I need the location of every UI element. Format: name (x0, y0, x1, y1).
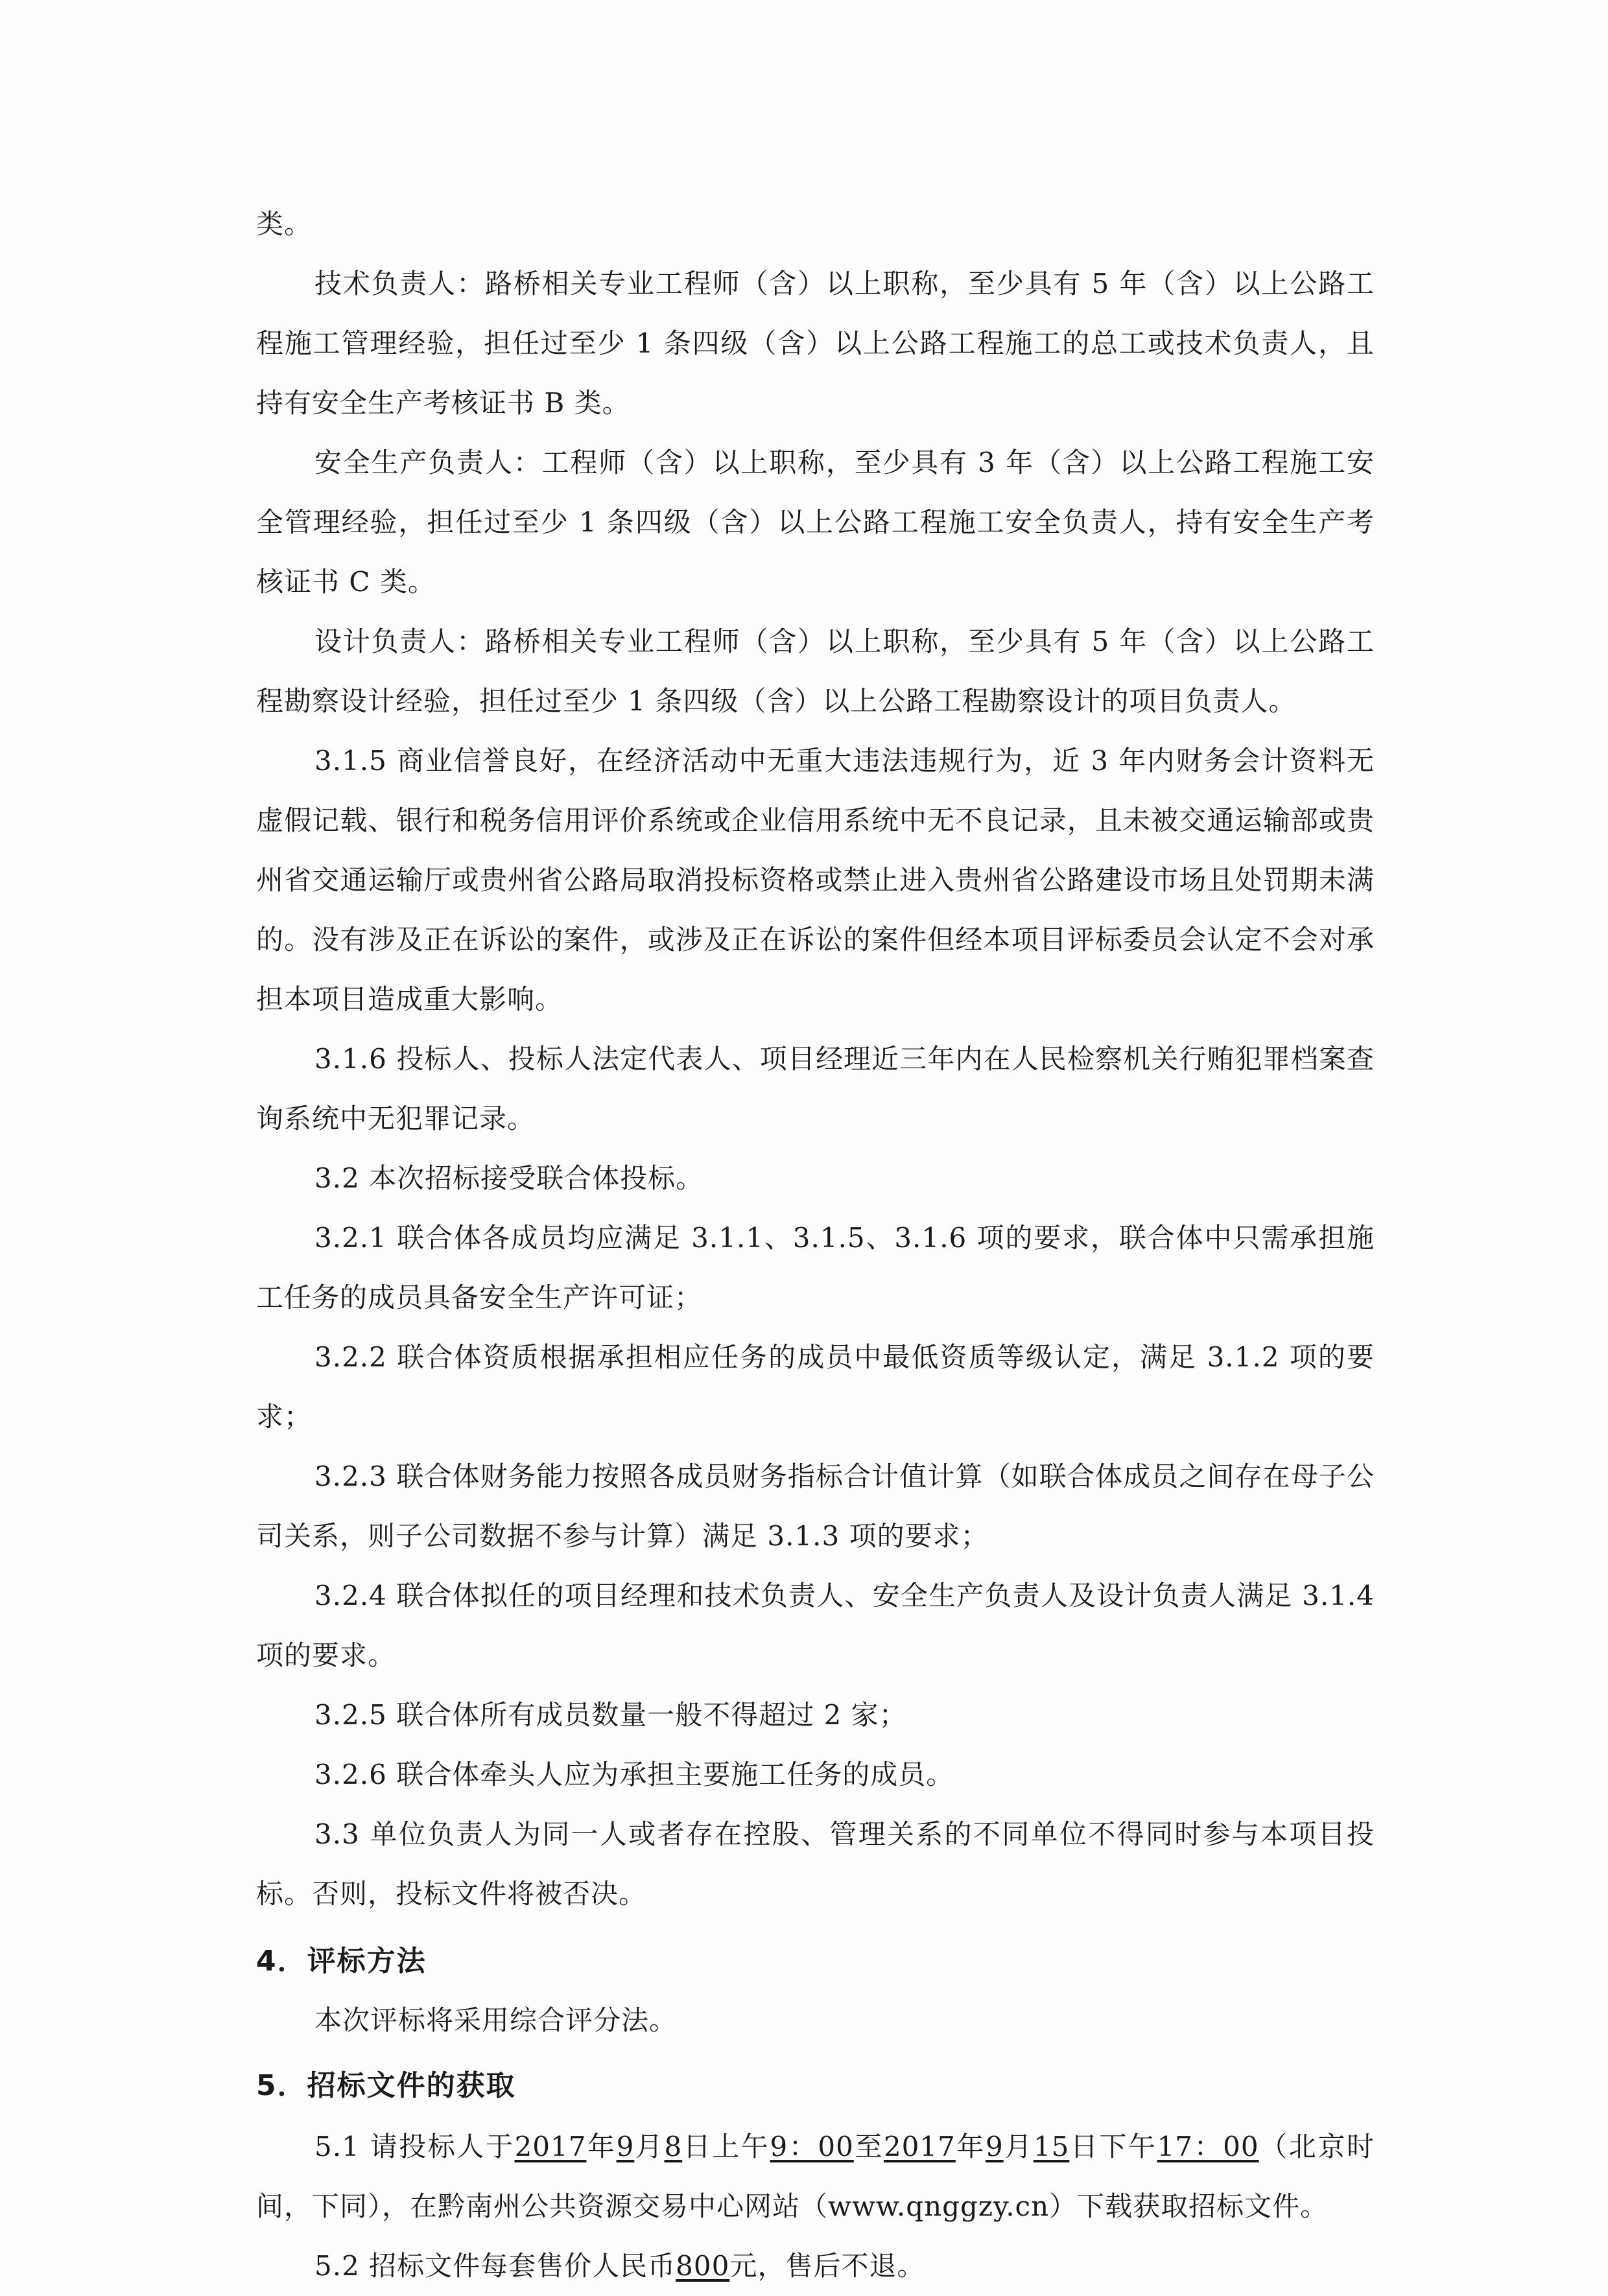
text-year-label-2: 年 (955, 2131, 986, 2162)
underlined-year-end: 2017 (883, 2131, 956, 2162)
paragraph-3-2-1: 3.2.1 联合体各成员均应满足 3.1.1、3.1.5、3.1.6 项的要求，联合体中只需承担施工任务的成员具备安全生产许可证； (256, 1222, 1375, 1313)
text-morning-label: 日上午 (682, 2131, 770, 2162)
paragraph-3-2-2: 3.2.2 联合体资质根据承担相应任务的成员中最低资质等级认定，满足 3.1.2 项的要求； (256, 1341, 1375, 1433)
paragraph-design-lead: 设计负责人：路桥相关专业工程师（含）以上职称，至少具有 5 年（含）以上公路工程勘察设计经验，担任过至少 1 条四级（含）以上公路工程勘察设计的项目负责人。 (256, 626, 1375, 717)
paragraph-3-2: 3.2 本次招标接受联合体投标。 (314, 1162, 704, 1194)
paragraph-5-1 (256, 2117, 1375, 2236)
underlined-month-start: 9 (616, 2131, 635, 2162)
underlined-month-end: 9 (985, 2131, 1004, 2162)
paragraph-3-2-3: 3.2.3 联合体财务能力按照各成员财务指标合计值计算（如联合体成员之间存在母子公司关系，则子公司数据不参与计算）满足 3.1.3 项的要求； (256, 1460, 1375, 1552)
paragraph-3-2-6: 3.2.6 联合体牵头人应为承担主要施工任务的成员。 (314, 1759, 954, 1790)
paragraph-evaluation-method: 本次评标将采用综合评分法。 (314, 2004, 678, 2036)
underlined-year-start: 2017 (514, 2131, 587, 2162)
paragraph-3-3: 3.3 单位负责人为同一人或者存在控股、管理关系的不同单位不得同时参与本项目投标。否则，投标文件将被否决。 (256, 1818, 1375, 1910)
text-5-2-prefix: 5.2 招标文件每套售价人民币 (314, 2250, 676, 2282)
underlined-day-end: 15 (1033, 2131, 1070, 2162)
text-5-1-prefix: 5.1 请投标人于 (314, 2131, 515, 2162)
section-heading-4: 4．评标方法 (256, 1945, 427, 1978)
underlined-time-start: 9：00 (770, 2131, 854, 2162)
paragraph-safety-lead: 安全生产负责人：工程师（含）以上职称，至少具有 3 年（含）以上公路工程施工安全管理经验，担任过至少 1 条四级（含）以上公路工程施工安全负责人，持有安全生产考核证书 C 类。 (256, 447, 1375, 598)
section-heading-5: 5．招标文件的获取 (256, 2069, 516, 2102)
underlined-price: 800 (676, 2250, 730, 2282)
text-month-label: 月 (634, 2131, 665, 2162)
underlined-day-start: 8 (664, 2131, 683, 2162)
text-year-label: 年 (586, 2131, 617, 2162)
text-month-label-2: 月 (1003, 2131, 1034, 2162)
paragraph-3-2-5: 3.2.5 联合体所有成员数量一般不得超过 2 家； (314, 1699, 907, 1731)
text-5-2-suffix: 元，售后不退。 (729, 2250, 925, 2282)
paragraph-5-2 (256, 2236, 1375, 2296)
paragraph-technical-lead: 技术负责人：路桥相关专业工程师（含）以上职称，至少具有 5 年（含）以上公路工程施工管理经验，担任过至少 1 条四级（含）以上公路工程施工的总工或技术负责人，且持有安全生产考核证书 B 类。 (256, 268, 1375, 419)
underlined-time-end: 17：00 (1157, 2131, 1259, 2162)
paragraph-3-1-6: 3.1.6 投标人、投标人法定代表人、项目经理近三年内在人民检察机关行贿犯罪档案查询系统中无犯罪记录。 (256, 1043, 1375, 1134)
text-5-1-suffix: （北京时间，下同），在黔南州公共资源交易中心网站（www.qnggzy.cn）下载获取招标文件。 (256, 2131, 1375, 2222)
text-to-label: 至 (853, 2131, 884, 2162)
paragraph-3-2-4: 3.2.4 联合体拟任的项目经理和技术负责人、安全生产负责人及设计负责人满足 3.1.4 项的要求。 (256, 1580, 1375, 1671)
paragraph-continuation: 类。 (256, 208, 313, 240)
text-afternoon-label: 日下午 (1069, 2131, 1157, 2162)
paragraph-3-1-5: 3.1.5 商业信誉良好，在经济活动中无重大违法违规行为，近 3 年内财务会计资料无虚假记载、银行和税务信用评价系统或企业信用系统中无不良记录，且未被交通运输部或贵州省交通运输厅或贵州省公路局取消投标资格或禁止进入贵州省公路建设市场且处罚期未满的。没有涉及正在诉讼的案件，或涉及正在诉讼的案件但经本项目评标委员会认定不会对承担本项目造成重大影响。 (256, 745, 1375, 1015)
